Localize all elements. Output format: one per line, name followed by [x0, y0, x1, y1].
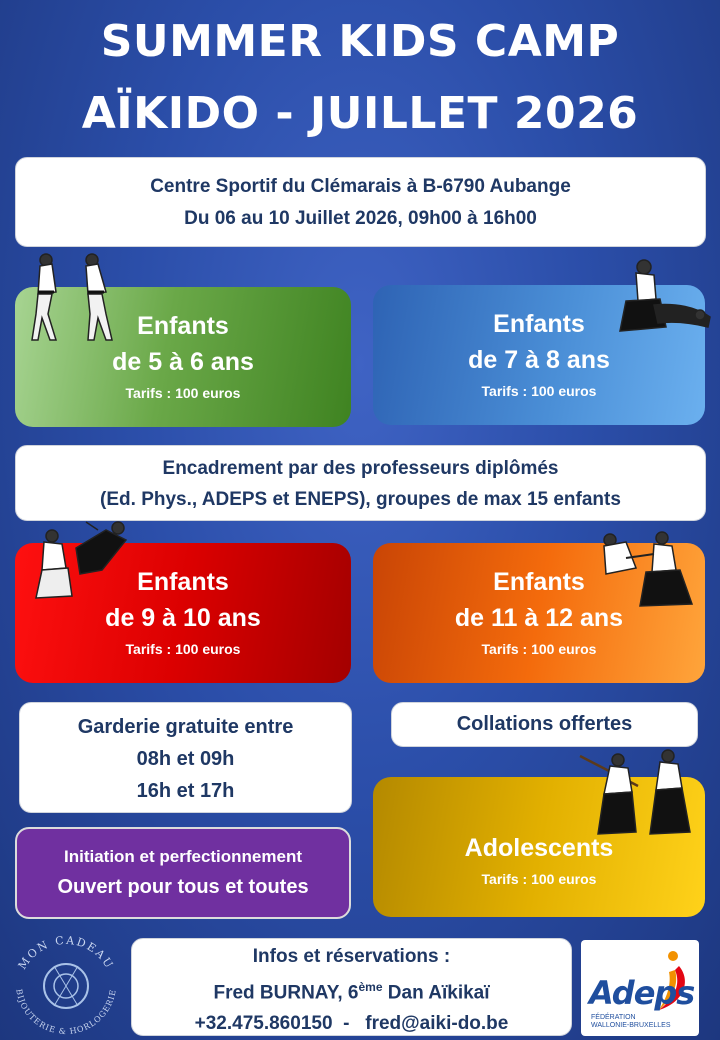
daycare-line-1: Garderie gratuite entre — [77, 716, 294, 738]
group-ages: de 5 à 6 ans — [112, 348, 254, 376]
title-line-2: AÏKIDO - JUILLET 2026 — [81, 88, 639, 139]
contact-separator: - — [343, 1013, 350, 1035]
svg-text:MON CADEAU — [16, 934, 117, 972]
logo-ring-top: MON CADEAU — [15, 933, 117, 972]
group-price: Tarifs : 100 euros — [125, 385, 241, 401]
daycare-box — [19, 702, 352, 813]
adeps-sub-1: FÉDÉRATION — [591, 1014, 636, 1021]
contact-box — [131, 938, 572, 1036]
contact-name: Fred BURNAY, 6 — [213, 982, 359, 1004]
group-price: Tarifs : 100 euros — [481, 641, 597, 657]
group-title: Enfants — [493, 568, 585, 596]
supervision-box — [15, 445, 706, 521]
group-title: Enfants — [137, 568, 229, 596]
aikido-pin-icon — [596, 257, 714, 337]
group-ages: de 9 à 10 ans — [105, 604, 261, 632]
contact-rank: Dan Aïkikaï — [382, 982, 490, 1004]
contact-phone[interactable]: +32.475.860150 — [194, 1013, 333, 1035]
snacks-label: Collations offertes — [456, 713, 633, 735]
group-title: Enfants — [493, 310, 585, 338]
jeweler-logo — [6, 928, 126, 1038]
adeps-wordmark: Adeps — [589, 974, 695, 1012]
supervision-line-1: Encadrement par des professeurs diplômés — [162, 458, 559, 479]
contact-line — [132, 1008, 571, 1039]
group-price: Tarifs : 100 euros — [125, 641, 241, 657]
logo-ring-bottom: BIJOUTERIE & HORLOGERIE — [14, 988, 118, 1037]
adeps-subtitle — [591, 1014, 671, 1030]
group-title: Enfants — [137, 312, 229, 340]
contact-name-superscript: ème — [358, 980, 383, 994]
daycare-line-2: 08h et 09h — [136, 748, 235, 770]
adeps-logo — [581, 940, 699, 1036]
venue-dates: Du 06 au 10 Juillet 2026, 09h00 à 16h00 — [184, 208, 537, 229]
daycare-line-3: 16h et 17h — [136, 780, 235, 802]
initiation-line-1: Initiation et perfectionnement — [63, 847, 303, 866]
title-line-1: SUMMER KIDS CAMP — [100, 16, 620, 67]
aikido-throw-icon — [596, 528, 714, 608]
contact-heading: Infos et réservations : — [252, 946, 451, 967]
initiation-line-2: Ouvert pour tous et toutes — [57, 876, 309, 898]
initiation-box — [15, 827, 351, 919]
aikido-throw-icon — [26, 518, 138, 600]
aikido-bokken-icon — [578, 746, 696, 836]
bowing-aikidoka-icon — [22, 248, 126, 344]
group-price: Tarifs : 100 euros — [481, 383, 597, 399]
svg-text:BIJOUTERIE & HORLOGERIE — [14, 988, 118, 1036]
venue-box — [15, 157, 706, 247]
group-ages: de 7 à 8 ans — [468, 346, 610, 374]
group-ages: de 11 à 12 ans — [454, 604, 624, 632]
venue-address: Centre Sportif du Clémarais à B-6790 Aubange — [150, 176, 571, 197]
supervision-line-2: (Ed. Phys., ADEPS et ENEPS), groupes de max 15 enfants — [100, 489, 621, 510]
group-title: Adolescents — [464, 834, 614, 862]
adeps-sub-2: WALLONIE-BRUXELLES — [591, 1022, 671, 1029]
contact-email[interactable]: fred@aiki-do.be — [365, 1013, 509, 1035]
contact-instructor — [132, 972, 571, 1008]
snacks-box — [391, 702, 698, 747]
group-price: Tarifs : 100 euros — [481, 871, 597, 887]
